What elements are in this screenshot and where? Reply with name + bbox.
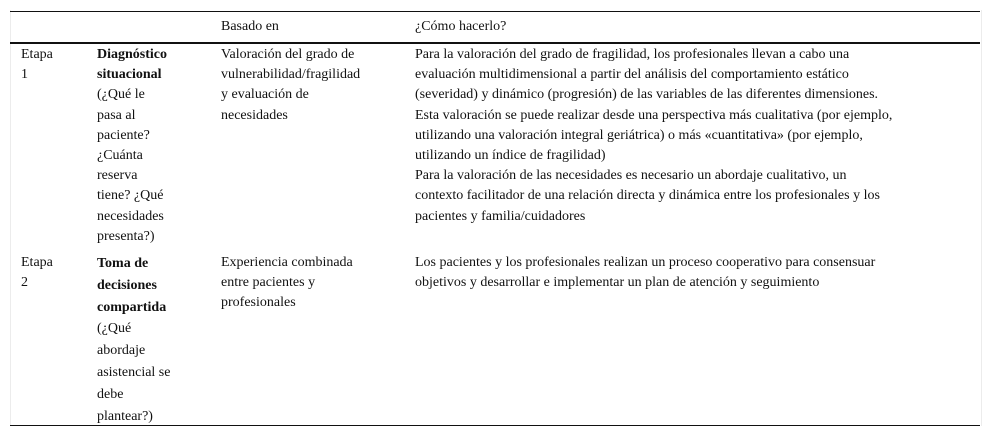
stage-number: 1 <box>21 67 28 83</box>
based-on-line: vulnerabilidad/fragilidad <box>221 67 361 83</box>
stage-question-line: (¿Qué le <box>97 87 145 103</box>
stage-2-description <box>97 253 170 427</box>
stage-question-line: necesidades <box>97 208 164 224</box>
stage-question-line: ¿Cuánta <box>97 148 143 164</box>
stage-question-line: (¿Qué <box>97 321 132 337</box>
stage-title-line: decisiones <box>97 277 157 293</box>
how-line: pacientes y familia/cuidadores <box>415 208 586 224</box>
stage-label: Etapa <box>21 255 53 270</box>
header-based-on: Basado en <box>221 19 279 34</box>
stage-number: 2 <box>21 275 28 291</box>
how-line: utilizando una valoración integral geriátrica) o más «cuantitativa» (por ejemplo, <box>415 127 863 143</box>
stage-title-line: Toma de <box>97 256 149 271</box>
stage-title-line: Diagnóstico <box>97 47 167 62</box>
stage-question-line: paciente? <box>97 127 150 143</box>
table-row-stage-2 <box>21 253 53 293</box>
stage-question-line: tiene? ¿Qué <box>97 188 164 204</box>
stage-question-line: reserva <box>97 168 138 184</box>
stage-question-line: debe <box>97 386 124 402</box>
stage-1-description <box>97 45 167 247</box>
based-on-line: profesionales <box>221 295 296 311</box>
how-line: objetivos y desarrollar e implementar un plan de atención y seguimiento <box>415 275 820 291</box>
header-bottom-rule <box>10 42 980 44</box>
based-on-line: y evaluación de <box>221 87 309 103</box>
based-on-line: entre pacientes y <box>221 275 316 291</box>
stage-question-line: asistencial se <box>97 364 171 380</box>
how-line: contexto facilitador de una relación directa y dinámica entre los profesionales y los <box>415 188 880 204</box>
stage-2-how <box>415 253 875 293</box>
table-row-stage-1 <box>21 45 53 85</box>
based-on-line: Experiencia combinada <box>221 255 353 270</box>
how-line: evaluación multidimensional a partir del análisis del comportamiento estático <box>415 67 849 83</box>
stage-question-line: abordaje <box>97 343 146 359</box>
how-line: Para la valoración del grado de fragilidad, los profesionales llevan a cabo una <box>415 47 850 62</box>
how-line: Los pacientes y los profesionales realizan un proceso cooperativo para consensuar <box>415 255 876 270</box>
stage-2-based-on <box>221 253 353 314</box>
stage-question-line: pasa al <box>97 107 136 123</box>
table-top-rule <box>10 11 980 12</box>
stage-title-line: compartida <box>97 299 167 315</box>
how-line: Esta valoración se puede realizar desde una perspectiva más cualitativa (por ejemplo, <box>415 107 893 123</box>
based-on-line: Valoración del grado de <box>221 47 355 62</box>
stage-title-line: situacional <box>97 67 162 83</box>
stage-question-line: presenta?) <box>97 228 155 244</box>
how-line: Para la valoración de las necesidades es necesario un abordaje cualitativo, un <box>415 168 847 184</box>
stage-1-based-on <box>221 45 360 126</box>
stage-label: Etapa <box>21 47 53 62</box>
based-on-line: necesidades <box>221 107 288 123</box>
header-how: ¿Cómo hacerlo? <box>415 19 507 34</box>
stage-question-line: plantear?) <box>97 408 153 424</box>
stage-1-how <box>415 45 892 227</box>
how-line: utilizando un índice de fragilidad) <box>415 148 606 164</box>
how-line: (severidad) y dinámico (progresión) de las variables de las diferentes dimensiones. <box>415 87 879 103</box>
